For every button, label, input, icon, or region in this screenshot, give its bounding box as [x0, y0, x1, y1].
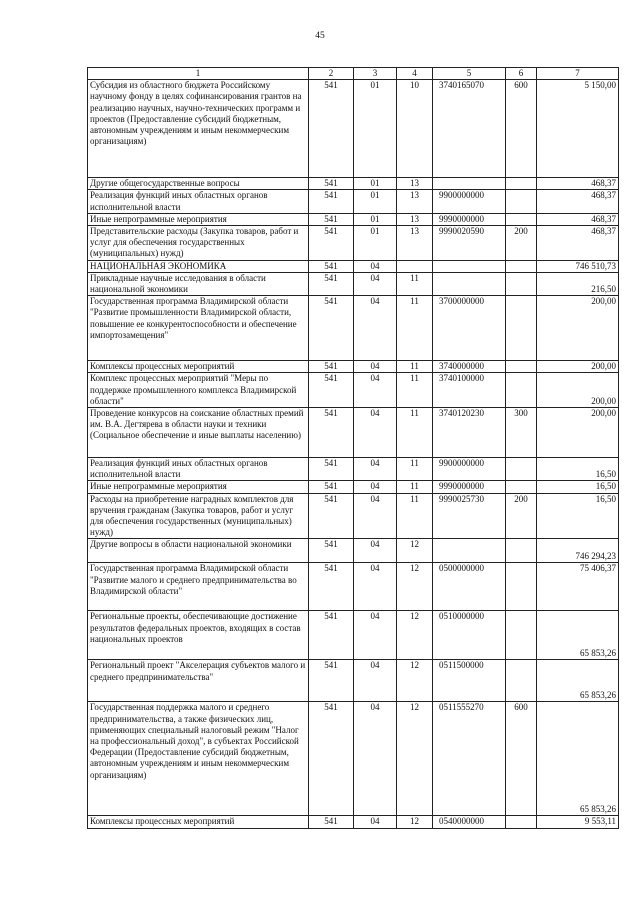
row-subsection-cell: 11	[397, 493, 433, 539]
row-target-cell: 0500000000	[433, 563, 506, 611]
row-target-cell: 0511555270	[433, 702, 506, 816]
row-subsection-cell: 12	[397, 702, 433, 816]
row-amount-cell: 468,37	[537, 213, 619, 225]
row-subsection-cell: 12	[397, 563, 433, 611]
row-code-cell: 541	[309, 611, 354, 660]
row-type-cell	[506, 539, 537, 563]
row-subsection-cell: 12	[397, 660, 433, 702]
row-subsection-cell: 12	[397, 816, 433, 828]
table-row	[88, 493, 619, 539]
row-amount-cell: 16,50	[537, 493, 619, 539]
row-amount-cell: 65 853,26	[537, 611, 619, 660]
row-subsection-cell: 13	[397, 178, 433, 190]
row-target-cell: 0540000000	[433, 816, 506, 828]
row-target-cell: 9990000000	[433, 213, 506, 225]
row-type-cell	[506, 260, 537, 272]
row-subsection-cell: 11	[397, 408, 433, 458]
row-name-cell: Государственная программа Владимирской области "Развитие промышленности Владимирской области, повышение ее конкурентоспособности и обеспечение импортозамещения"	[88, 296, 309, 361]
row-target-cell: 3740165070	[433, 80, 506, 178]
table-row	[88, 481, 619, 493]
row-target-cell	[433, 178, 506, 190]
row-type-cell: 300	[506, 408, 537, 458]
row-section-cell: 01	[354, 213, 397, 225]
row-amount-cell: 200,00	[537, 373, 619, 408]
table-row	[88, 190, 619, 213]
row-section-cell: 04	[354, 539, 397, 563]
row-name-cell: Представительские расходы (Закупка товаров, работ и услуг для обеспечения государственных (муниципальных) нужд)	[88, 226, 309, 261]
row-amount-cell: 200,00	[537, 408, 619, 458]
row-amount-cell: 468,37	[537, 178, 619, 190]
row-section-cell: 01	[354, 190, 397, 213]
row-code-cell: 541	[309, 361, 354, 373]
row-code-cell: 541	[309, 190, 354, 213]
row-subsection-cell: 11	[397, 272, 433, 295]
row-subsection-cell: 11	[397, 296, 433, 361]
row-type-cell: 200	[506, 493, 537, 539]
row-target-cell: 9990020590	[433, 226, 506, 261]
row-name-cell: Иные непрограммные мероприятия	[88, 213, 309, 225]
row-name-cell: Государственная программа Владимирской области "Развитие малого и среднего предпринимательства во Владимирской области"	[88, 563, 309, 611]
row-type-cell	[506, 458, 537, 481]
header-row	[88, 68, 619, 80]
row-amount-cell: 75 406,37	[537, 563, 619, 611]
row-target-cell: 9990025730	[433, 493, 506, 539]
row-name-cell: Другие вопросы в области национальной экономики	[88, 539, 309, 563]
row-name-cell: Другие общегосударственные вопросы	[88, 178, 309, 190]
row-amount-cell: 746 510,73	[537, 260, 619, 272]
row-section-cell: 04	[354, 373, 397, 408]
row-code-cell: 541	[309, 458, 354, 481]
table-row	[88, 539, 619, 563]
header-cell: 3	[354, 68, 397, 80]
row-code-cell: 541	[309, 296, 354, 361]
table-row	[88, 660, 619, 702]
row-name-cell: Иные непрограммные мероприятия	[88, 481, 309, 493]
row-type-cell	[506, 660, 537, 702]
table-row	[88, 260, 619, 272]
row-subsection-cell: 12	[397, 539, 433, 563]
row-amount-cell: 200,00	[537, 296, 619, 361]
row-section-cell: 01	[354, 178, 397, 190]
row-section-cell: 04	[354, 493, 397, 539]
row-section-cell: 01	[354, 226, 397, 261]
row-section-cell: 04	[354, 361, 397, 373]
row-code-cell: 541	[309, 260, 354, 272]
table-row	[88, 361, 619, 373]
header-cell: 1	[88, 68, 309, 80]
row-section-cell: 01	[354, 80, 397, 178]
row-name-cell: Проведение конкурсов на соискание областных премий им. В.А. Дегтярева в области науки и техники (Социальное обеспечение и иные выплаты населению)	[88, 408, 309, 458]
row-type-cell	[506, 373, 537, 408]
row-code-cell: 541	[309, 408, 354, 458]
page-number: 45	[315, 31, 325, 41]
row-code-cell: 541	[309, 226, 354, 261]
row-code-cell: 541	[309, 178, 354, 190]
row-code-cell: 541	[309, 481, 354, 493]
row-section-cell: 04	[354, 408, 397, 458]
header-cell: 5	[433, 68, 506, 80]
row-name-cell: Расходы на приобретение наградных комплектов для вручения гражданам (Закупка товаров, работ и услуг для обеспечения государственных (муниципальных) нужд)	[88, 493, 309, 539]
table-row	[88, 296, 619, 361]
row-type-cell	[506, 178, 537, 190]
row-subsection-cell: 11	[397, 481, 433, 493]
row-name-cell: Государственная поддержка малого и среднего предпринимательства, а также физических лиц, применяющих специальный налоговый режим "Налог на профессиональный доход", в субъектах Российской Федерации (Предоставление субсидий бюджетным, автономным учреждениям и иным некоммерческим организациям)	[88, 702, 309, 816]
row-amount-cell: 65 853,26	[537, 660, 619, 702]
row-name-cell: Реализация функций иных областных органов исполнительной власти	[88, 458, 309, 481]
row-code-cell: 541	[309, 213, 354, 225]
row-type-cell	[506, 481, 537, 493]
row-name-cell: Комплексы процессных мероприятий	[88, 816, 309, 828]
row-subsection-cell: 11	[397, 373, 433, 408]
row-name-cell: Региональные проекты, обеспечивающие достижение результатов федеральных проектов, входящих в состав национальных проектов	[88, 611, 309, 660]
row-type-cell	[506, 361, 537, 373]
row-section-cell: 04	[354, 563, 397, 611]
row-type-cell	[506, 816, 537, 828]
row-subsection-cell: 10	[397, 80, 433, 178]
table-row	[88, 563, 619, 611]
row-section-cell: 04	[354, 702, 397, 816]
table-row	[88, 611, 619, 660]
row-subsection-cell: 11	[397, 361, 433, 373]
row-target-cell	[433, 272, 506, 295]
row-type-cell	[506, 563, 537, 611]
row-code-cell: 541	[309, 539, 354, 563]
row-code-cell: 541	[309, 563, 354, 611]
row-type-cell	[506, 296, 537, 361]
row-code-cell: 541	[309, 80, 354, 178]
row-target-cell: 9900000000	[433, 190, 506, 213]
row-amount-cell: 468,37	[537, 190, 619, 213]
row-subsection-cell: 12	[397, 611, 433, 660]
row-name-cell: Региональный проект "Акселерация субъектов малого и среднего предпринимательства"	[88, 660, 309, 702]
row-code-cell: 541	[309, 816, 354, 828]
row-name-cell: Субсидия из областного бюджета Российскому научному фонду в целях софинансирования грантов на реализацию научных, научно-технических программ и проектов (Предоставление субсидий бюджетным, автономным учреждениям и иным некоммерческим организациям)	[88, 80, 309, 178]
row-type-cell	[506, 272, 537, 295]
row-subsection-cell: 13	[397, 226, 433, 261]
header-cell: 6	[506, 68, 537, 80]
row-amount-cell: 216,50	[537, 272, 619, 295]
budget-table	[87, 67, 619, 829]
row-section-cell: 04	[354, 816, 397, 828]
header-cell: 7	[537, 68, 619, 80]
row-subsection-cell: 13	[397, 213, 433, 225]
row-name-cell: Прикладные научные исследования в области национальной экономики	[88, 272, 309, 295]
row-type-cell	[506, 190, 537, 213]
row-subsection-cell: 13	[397, 190, 433, 213]
row-section-cell: 04	[354, 260, 397, 272]
row-name-cell: Реализация функций иных областных органов исполнительной власти	[88, 190, 309, 213]
row-target-cell	[433, 539, 506, 563]
row-target-cell: 0511500000	[433, 660, 506, 702]
row-target-cell: 3740000000	[433, 361, 506, 373]
row-code-cell: 541	[309, 660, 354, 702]
table-row	[88, 458, 619, 481]
row-section-cell: 04	[354, 481, 397, 493]
row-subsection-cell: 11	[397, 458, 433, 481]
row-section-cell: 04	[354, 458, 397, 481]
row-section-cell: 04	[354, 296, 397, 361]
row-target-cell: 9900000000	[433, 458, 506, 481]
table-row	[88, 373, 619, 408]
row-type-cell: 600	[506, 80, 537, 178]
row-type-cell	[506, 213, 537, 225]
row-name-cell: Комплексы процессных мероприятий	[88, 361, 309, 373]
row-amount-cell: 746 294,23	[537, 539, 619, 563]
row-type-cell: 200	[506, 226, 537, 261]
row-amount-cell: 200,00	[537, 361, 619, 373]
row-code-cell: 541	[309, 493, 354, 539]
row-code-cell: 541	[309, 272, 354, 295]
row-section-cell: 04	[354, 611, 397, 660]
row-target-cell: 0510000000	[433, 611, 506, 660]
row-amount-cell: 468,37	[537, 226, 619, 261]
header-cell: 2	[309, 68, 354, 80]
table-row	[88, 272, 619, 295]
header-cell: 4	[397, 68, 433, 80]
row-amount-cell: 9 553,11	[537, 816, 619, 828]
row-type-cell: 600	[506, 702, 537, 816]
table-row	[88, 178, 619, 190]
table-row	[88, 226, 619, 261]
row-target-cell: 3740100000	[433, 373, 506, 408]
row-target-cell: 3740120230	[433, 408, 506, 458]
row-target-cell: 3700000000	[433, 296, 506, 361]
row-name-cell: НАЦИОНАЛЬНАЯ ЭКОНОМИКА	[88, 260, 309, 272]
row-amount-cell: 16,50	[537, 481, 619, 493]
row-name-cell: Комплекс процессных мероприятий "Меры по поддержке промышленного комплекса Владимирской области"	[88, 373, 309, 408]
row-code-cell: 541	[309, 702, 354, 816]
row-code-cell: 541	[309, 373, 354, 408]
table-row	[88, 408, 619, 458]
row-section-cell: 04	[354, 660, 397, 702]
table-row	[88, 213, 619, 225]
row-target-cell	[433, 260, 506, 272]
table-row	[88, 80, 619, 178]
table-row	[88, 816, 619, 828]
table-row	[88, 702, 619, 816]
row-amount-cell: 65 853,26	[537, 702, 619, 816]
row-subsection-cell	[397, 260, 433, 272]
row-section-cell: 04	[354, 272, 397, 295]
row-amount-cell: 16,50	[537, 458, 619, 481]
row-amount-cell: 5 150,00	[537, 80, 619, 178]
row-target-cell: 9990000000	[433, 481, 506, 493]
row-type-cell	[506, 611, 537, 660]
